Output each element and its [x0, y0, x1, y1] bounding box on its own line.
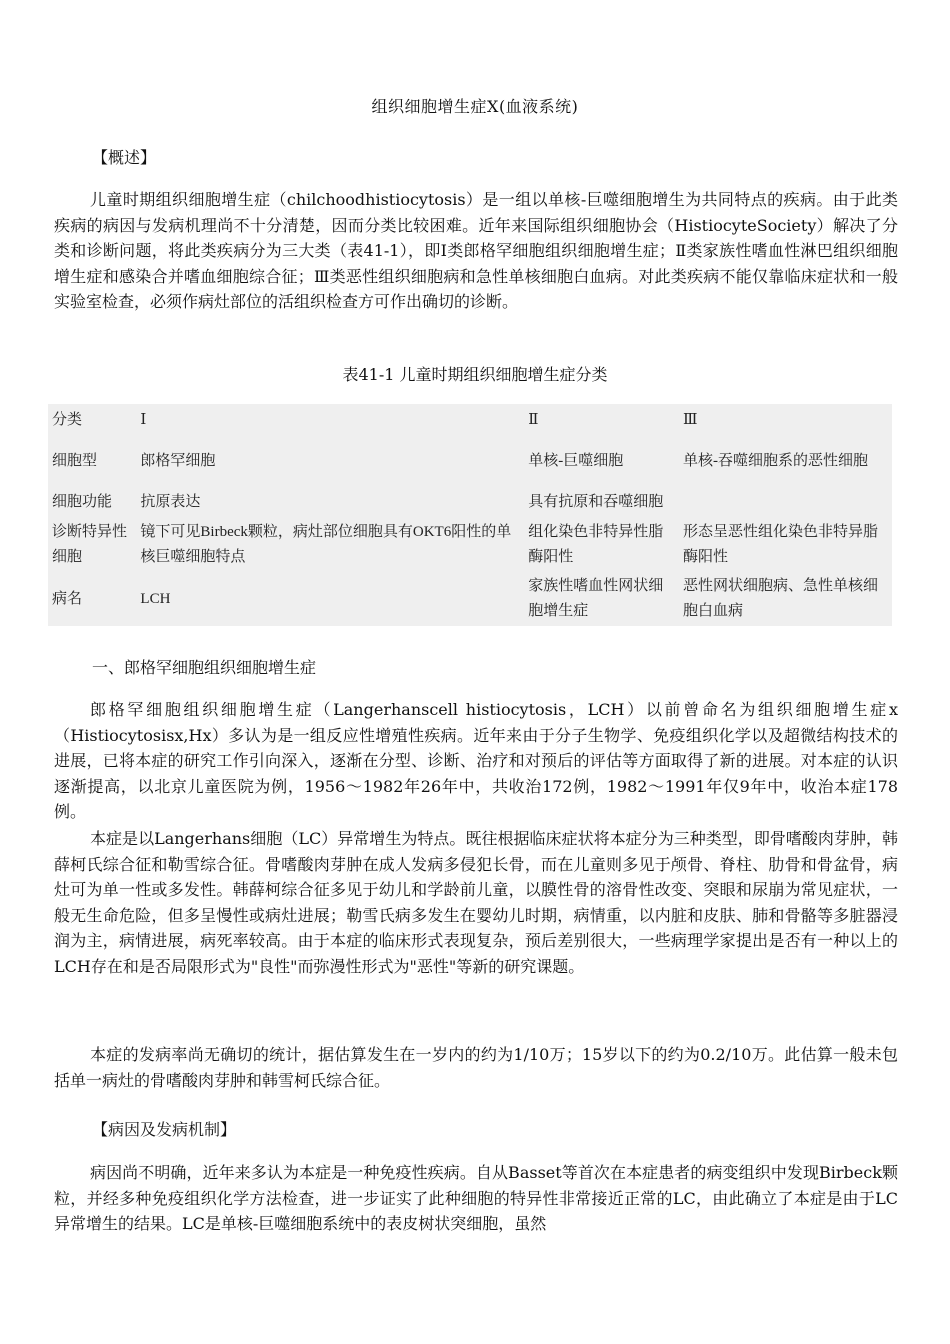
table-cell: 组化染色非特异性脂酶阳性	[528, 524, 664, 565]
table-cell: 诊断特异性细胞	[52, 524, 128, 565]
table-cell: 单核-巨噬细胞	[528, 452, 624, 469]
section-heading-overview: 【概述】	[92, 148, 157, 167]
table-cell: Ⅱ	[528, 411, 539, 428]
table-cell: 具有抗原和吞噬细胞	[528, 493, 664, 510]
table-cell: Ⅰ	[140, 411, 147, 428]
table-cell: 分类	[52, 411, 83, 428]
table-row	[48, 572, 892, 626]
table-cell: 单核-吞噬细胞系的恶性细胞	[682, 452, 868, 469]
section-heading-etiology: 【病因及发病机制】	[92, 1120, 237, 1139]
table-header-row	[48, 404, 892, 436]
lch-paragraph-3: 本症的发病率尚无确切的统计，据估算发生在一岁内的约为1/10万；15岁以下的约为0.2/10万。此估算一般未包括单一病灶的骨嗜酸肉芽肿和韩雪柯氏综合征。	[54, 1045, 898, 1090]
table-caption: 表41-1 儿童时期组织细胞增生症分类	[342, 365, 608, 384]
table-cell: 郎格罕细胞	[140, 452, 216, 469]
table-cell: 镜下可见Birbeck颗粒，病灶部位细胞具有OKT6阳性的单核巨噬细胞特点	[140, 524, 512, 565]
table-cell: 细胞功能	[52, 493, 113, 510]
table-row	[48, 486, 892, 518]
lch-paragraph-1: 郎格罕细胞组织细胞增生症（Langerhanscell histiocytosis，LCH）以前曾命名为组织细胞增生症x（Histiocytosisx,Hx）多认为是一组反应性增殖性疾病。近年来由于分子生物学、免疫组织化学以及超微结构技术的进展，已将本症的研究工作引向深入，逐渐在分型、诊断、治疗和对预后的评估等方面取得了新的进展。对本症的认识逐渐提高，以北京儿童医院为例，1956～1982年26年中，共收治172例，1982～1991年仅9年中，收治本症178例。	[54, 700, 898, 821]
classification-table	[48, 404, 892, 626]
section-heading-lch: 一、郎格罕细胞组织细胞增生症	[92, 658, 317, 677]
table-cell: Ⅲ	[682, 411, 698, 428]
table-row	[48, 518, 892, 572]
table-cell: 恶性网状细胞病、急性单核细胞白血病	[682, 578, 878, 619]
document-title: 组织细胞增生症X(血液系统)	[371, 97, 579, 116]
table-cell: 病名	[52, 590, 83, 607]
table-cell: 家族性嗜血性网状细胞增生症	[528, 578, 664, 619]
lch-paragraph-2: 本症是以Langerhans细胞（LC）异常增生为特点。既往根据临床症状将本症分为三种类型，即骨嗜酸肉芽肿，韩薛柯氏综合征和勒雪综合征。骨嗜酸肉芽肿在成人发病多侵犯长骨，而在儿童则多见于颅骨、脊柱、肋骨和骨盆骨，病灶可为单一性或多发性。韩薛柯综合征多见于幼儿和学龄前儿童，以膜性骨的溶骨性改变、突眼和尿崩为常见症状，一般无生命危险，但多呈慢性或病灶进展；勒雪氏病多发生在婴幼儿时期，病情重，以内脏和皮肤、肺和骨骼等多脏器浸润为主，病情进展，病死率较高。由于本症的临床形式表现复杂，预后差别很大，一些病理学家提出是否有一种以上的LCH存在和是否局限形式为"良性"而弥漫性形式为"恶性"等新的研究课题。	[54, 829, 898, 976]
table-row	[48, 436, 892, 486]
table-cell: LCH	[140, 590, 171, 607]
table-cell	[679, 486, 892, 518]
table-cell: 抗原表达	[140, 493, 201, 510]
etiology-paragraph: 病因尚不明确，近年来多认为本症是一种免疫性疾病。自从Basset等首次在本症患者的病变组织中发现Birbeck颗粒，并经多种免疫组织化学方法检查，进一步证实了此种细胞的特异性非常接近正常的LC，由此确立了本症是由于LC异常增生的结果。LC是单核-巨噬细胞系统中的表皮树状突细胞，虽然	[54, 1163, 898, 1233]
table-cell: 细胞型	[52, 452, 98, 469]
overview-paragraph: 儿童时期组织细胞增生症（chilchoodhistiocytosis）是一组以单核-巨噬细胞增生为共同特点的疾病。由于此类疾病的病因与发病机理尚不十分清楚，因而分类比较困难。近年来国际组织细胞协会（HistiocyteSociety）解决了分类和诊断问题，将此类疾病分为三大类（表41-1），即Ⅰ类郎格罕细胞组织细胞增生症；Ⅱ类家族性嗜血性淋巴组织细胞增生症和感染合并嗜血细胞综合征；Ⅲ类恶性组织细胞病和急性单核细胞白血病。对此类疾病不能仅靠临床症状和一般实验室检查，必须作病灶部位的活组织检查方可作出确切的诊断。	[54, 190, 898, 311]
table-cell: 形态呈恶性组化染色非特异脂酶阳性	[682, 524, 878, 565]
